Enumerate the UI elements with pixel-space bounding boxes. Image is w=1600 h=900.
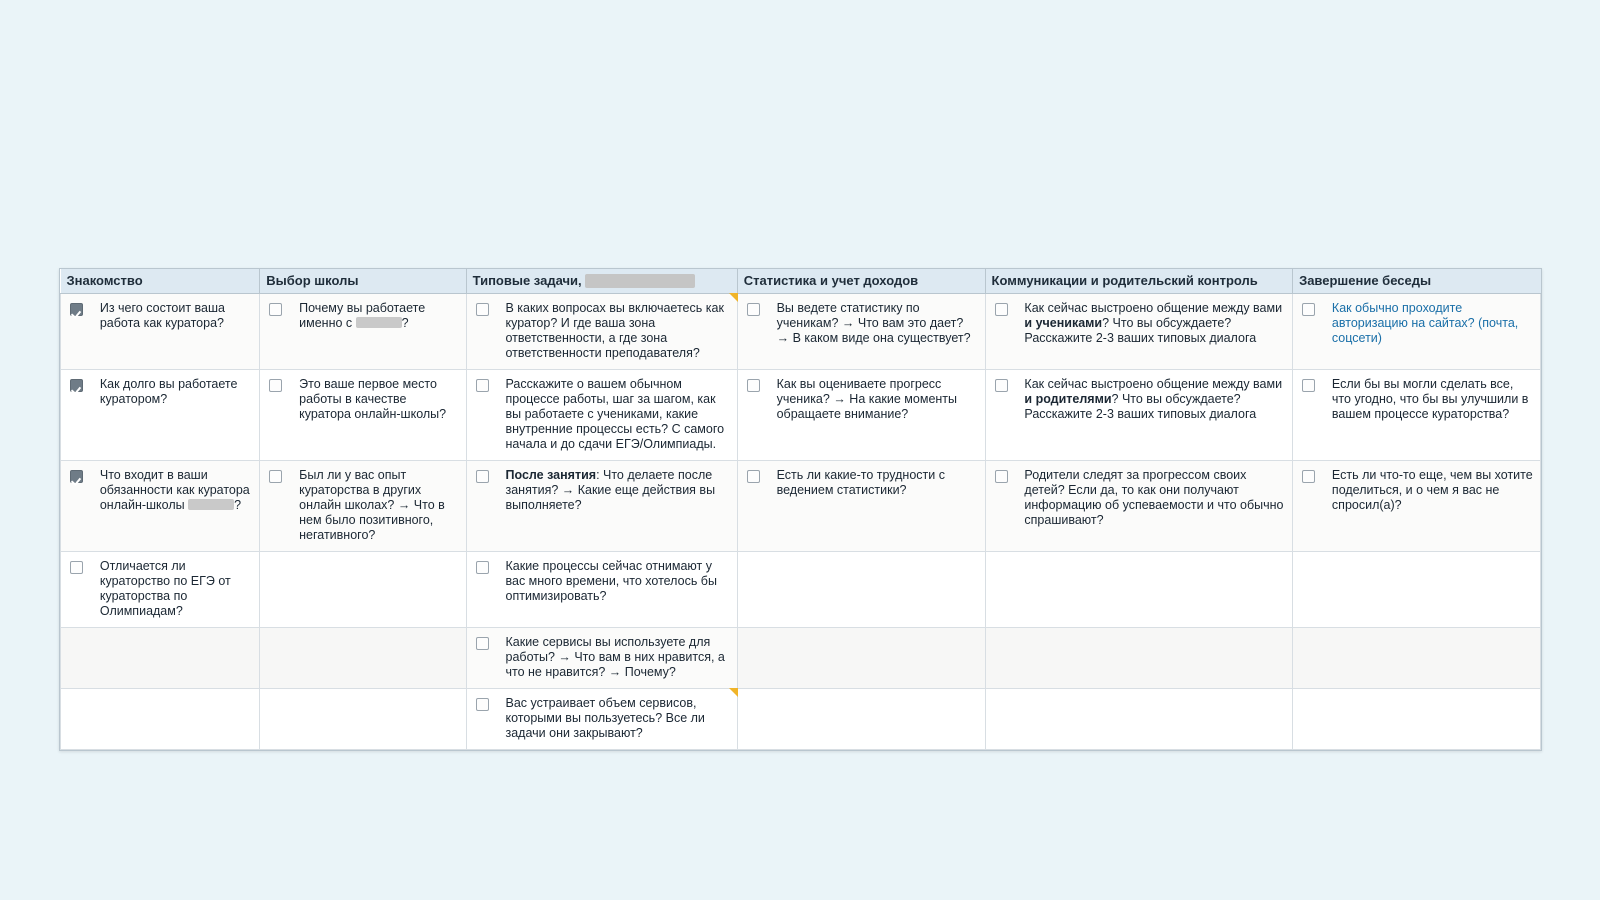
task-checkbox[interactable] <box>476 379 489 392</box>
empty-cell <box>292 689 466 750</box>
card-checkbox-cell <box>1293 370 1325 461</box>
task-card-text: Расскажите о вашем обычном процессе работы, шаг за шагом, как вы работаете с учениками, какие внутренние процессы есть? С самого начала и до сдачи ЕГЭ/Олимпиады. <box>505 377 725 451</box>
card-checkbox-cell <box>61 294 93 370</box>
task-card-text: Почему вы работаете именно с ? <box>299 301 426 330</box>
card-checkbox-cell <box>466 552 498 628</box>
task-card[interactable] <box>499 370 738 461</box>
empty-cell <box>93 689 260 750</box>
column-header-4[interactable] <box>737 269 985 294</box>
task-card[interactable] <box>499 552 738 628</box>
column-header-6[interactable] <box>1293 269 1541 294</box>
task-checkbox[interactable] <box>995 379 1008 392</box>
table-row <box>61 370 1541 461</box>
task-card-text: Это ваше первое место работы в качестве куратора онлайн-школы? <box>299 377 447 421</box>
empty-cell <box>292 552 466 628</box>
empty-cell <box>1293 689 1325 750</box>
card-checkbox-cell <box>260 294 292 370</box>
task-checkbox[interactable] <box>1302 303 1315 316</box>
task-checkbox[interactable] <box>269 303 282 316</box>
empty-cell <box>1325 552 1541 628</box>
task-card-text: Как сейчас выстроено общение между вами и учениками? Что вы обсуждаете? Расскажите 2-3 ваших типовых диалога <box>1024 301 1283 345</box>
task-card[interactable] <box>499 461 738 552</box>
task-card-text: Если бы вы могли сделать все, что угодно, что бы вы улучшили в вашем процессе кураторства? <box>1331 377 1529 421</box>
task-card[interactable] <box>770 294 985 370</box>
task-card-text: Был ли у вас опыт кураторства в других онлайн школах? → Что в нем было позитивного, негативного? <box>299 468 445 542</box>
empty-cell <box>770 689 985 750</box>
column-header-label: Типовые задачи, <box>472 273 582 288</box>
task-card-text: В каких вопросах вы включаетесь как куратор? И где ваша зона ответственности, а где зона ответственности преподавателя? <box>505 301 724 360</box>
task-checkbox[interactable] <box>747 379 760 392</box>
empty-cell <box>737 628 769 689</box>
card-checkbox-cell <box>61 461 93 552</box>
empty-cell <box>770 628 985 689</box>
task-card-text: Вы ведете статистику по ученикам? → Что вам это дает? → В каком виде она существует? <box>776 301 971 345</box>
task-checkbox[interactable] <box>476 470 489 483</box>
kanban-table <box>60 269 1541 750</box>
empty-cell <box>1017 552 1292 628</box>
empty-cell <box>260 552 292 628</box>
card-checkbox-cell <box>1293 294 1325 370</box>
empty-cell <box>61 628 93 689</box>
card-checkbox-cell <box>1293 461 1325 552</box>
empty-cell <box>292 628 466 689</box>
task-card[interactable] <box>499 689 738 750</box>
task-card[interactable] <box>1325 294 1541 370</box>
card-checkbox-cell <box>737 294 769 370</box>
card-checkbox-cell <box>985 370 1017 461</box>
task-checkbox[interactable] <box>747 470 760 483</box>
task-checkbox[interactable] <box>70 470 83 483</box>
column-header-5[interactable] <box>985 269 1293 294</box>
redacted-block <box>585 274 695 288</box>
task-checkbox[interactable] <box>995 470 1008 483</box>
board-header-row <box>61 269 1541 294</box>
task-card-text: Как долго вы работаете куратором? <box>99 377 238 406</box>
card-checkbox-cell <box>260 461 292 552</box>
card-checkbox-cell <box>985 461 1017 552</box>
task-card[interactable] <box>93 552 260 628</box>
task-card[interactable] <box>1325 461 1541 552</box>
task-card[interactable] <box>1017 370 1292 461</box>
empty-cell <box>737 689 769 750</box>
card-checkbox-cell <box>61 552 93 628</box>
column-header-label: Коммуникации и родительский контроль <box>991 273 1258 288</box>
empty-cell <box>1017 689 1292 750</box>
task-card[interactable] <box>770 370 985 461</box>
task-card-text: Какие процессы сейчас отнимают у вас много времени, что хотелось бы оптимизировать? <box>505 559 717 603</box>
empty-cell <box>770 552 985 628</box>
task-card[interactable] <box>292 294 466 370</box>
task-checkbox[interactable] <box>1302 470 1315 483</box>
column-header-2[interactable] <box>260 269 466 294</box>
kanban-board <box>59 268 1542 751</box>
task-card-text: Есть ли что-то еще, чем вы хотите поделиться, и о чем я вас не спросил(а)? <box>1331 468 1533 512</box>
task-card-text: После занятия: Что делаете после занятия? → Какие еще действия вы выполняете? <box>505 468 716 512</box>
empty-cell <box>1017 628 1292 689</box>
empty-cell <box>260 628 292 689</box>
table-row <box>61 689 1541 750</box>
empty-cell <box>1325 689 1541 750</box>
task-checkbox[interactable] <box>70 379 83 392</box>
task-checkbox[interactable] <box>476 698 489 711</box>
column-header-1[interactable] <box>61 269 260 294</box>
column-header-label: Знакомство <box>66 273 143 288</box>
task-card-text: Вас устраивает объем сервисов, которыми вы пользуетесь? Все ли задачи они закрывают? <box>505 696 705 740</box>
task-card-text: Из чего состоит ваша работа как куратора? <box>99 301 225 330</box>
empty-cell <box>985 689 1017 750</box>
card-checkbox-cell <box>466 689 498 750</box>
column-header-label: Статистика и учет доходов <box>743 273 919 288</box>
card-checkbox-cell <box>985 294 1017 370</box>
task-checkbox[interactable] <box>476 561 489 574</box>
empty-cell <box>985 552 1017 628</box>
card-checkbox-cell <box>737 370 769 461</box>
task-card[interactable] <box>1017 294 1292 370</box>
table-row <box>61 294 1541 370</box>
task-checkbox[interactable] <box>747 303 760 316</box>
task-card-text: Есть ли какие-то трудности с ведением статистики? <box>776 468 945 497</box>
card-checkbox-cell <box>466 294 498 370</box>
empty-cell <box>93 628 260 689</box>
task-card-text: Что входит в ваши обязанности как куратора онлайн-школы ? <box>99 468 250 512</box>
task-card[interactable] <box>292 370 466 461</box>
empty-cell <box>1325 628 1541 689</box>
task-card[interactable] <box>770 461 985 552</box>
task-checkbox[interactable] <box>269 470 282 483</box>
column-header-label: Завершение беседы <box>1299 273 1432 288</box>
task-checkbox[interactable] <box>70 561 83 574</box>
empty-cell <box>737 552 769 628</box>
empty-cell <box>1293 628 1325 689</box>
empty-cell <box>260 689 292 750</box>
task-card[interactable] <box>292 461 466 552</box>
card-checkbox-cell <box>260 370 292 461</box>
task-card[interactable] <box>1017 461 1292 552</box>
task-card-text: Как обычно проходите авторизацию на сайтах? (почта, соцсети) <box>1331 301 1519 345</box>
task-card-text: Родители следят за прогрессом своих детей? Если да, то как они получают информацию об успеваемости и что обычно спрашивают? <box>1024 468 1284 527</box>
column-header-3[interactable] <box>466 269 737 294</box>
task-checkbox[interactable] <box>70 303 83 316</box>
task-card-text: Как сейчас выстроено общение между вами и родителями? Что вы обсуждаете? Расскажите 2-3 ваших типовых диалога <box>1024 377 1283 421</box>
task-card-text: Как вы оцениваете прогресс ученика? → На какие моменты обращаете внимание? <box>776 377 958 421</box>
task-card[interactable] <box>499 294 738 370</box>
task-checkbox[interactable] <box>269 379 282 392</box>
card-checkbox-cell <box>466 628 498 689</box>
task-card-text: Какие сервисы вы используете для работы? → Что вам в них нравится, а что не нравится? → Почему? <box>505 635 725 679</box>
card-checkbox-cell <box>61 370 93 461</box>
card-checkbox-cell <box>466 461 498 552</box>
card-checkbox-cell <box>737 461 769 552</box>
table-row <box>61 461 1541 552</box>
task-card[interactable] <box>499 628 738 689</box>
task-checkbox[interactable] <box>476 637 489 650</box>
empty-cell <box>1293 552 1325 628</box>
task-checkbox[interactable] <box>476 303 489 316</box>
task-card[interactable] <box>93 461 260 552</box>
task-card-text: Отличается ли кураторство по ЕГЭ от кураторства по Олимпиадам? <box>99 559 231 618</box>
task-card[interactable] <box>93 294 260 370</box>
task-checkbox[interactable] <box>1302 379 1315 392</box>
table-row <box>61 552 1541 628</box>
task-card[interactable] <box>93 370 260 461</box>
task-checkbox[interactable] <box>995 303 1008 316</box>
task-card[interactable] <box>1325 370 1541 461</box>
empty-cell <box>985 628 1017 689</box>
empty-cell <box>61 689 93 750</box>
card-checkbox-cell <box>466 370 498 461</box>
table-row <box>61 628 1541 689</box>
column-header-label: Выбор школы <box>266 273 359 288</box>
